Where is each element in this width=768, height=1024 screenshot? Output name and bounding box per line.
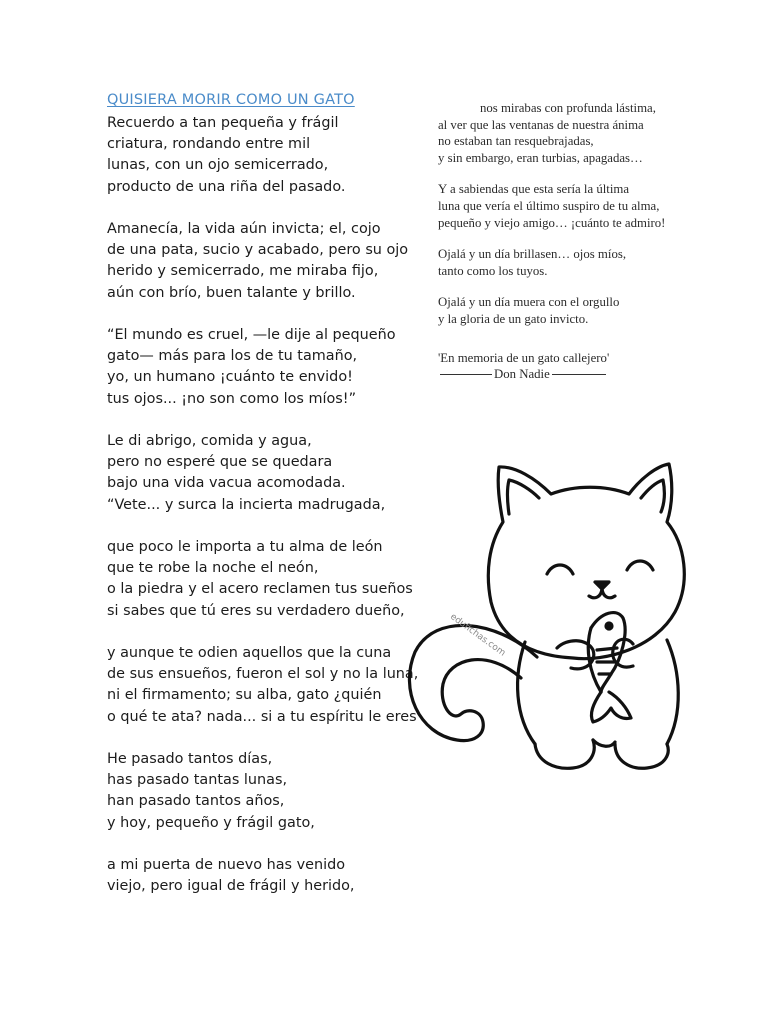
- signature-rule-left: [440, 374, 492, 375]
- poem-stanza: [438, 181, 738, 231]
- poem-line: gato— más para los de tu tamaño,: [107, 348, 358, 365]
- poem-line: Recuerdo a tan pequeña y frágil: [107, 115, 339, 131]
- poem-stanza: [107, 431, 412, 516]
- poem-line: o la piedra y el acero reclamen tus sueños: [107, 581, 413, 598]
- cat-holding-fish-illustration: [405, 452, 695, 774]
- poem-stanza: [107, 537, 412, 622]
- signature: [440, 366, 738, 383]
- poem-line: ni el firmamento; su alba, gato ¿quién: [107, 687, 382, 704]
- poem-line: y sin embargo, eran turbias, apagadas…: [438, 150, 643, 165]
- poem-line: herido y semicerrado, me miraba fijo,: [107, 263, 379, 280]
- signature-author: Don Nadie: [494, 367, 550, 382]
- poem-line: Le di abrigo, comida y agua,: [107, 433, 312, 449]
- dedication-text: 'En memoria de un gato callejero': [438, 350, 610, 365]
- poem-line: Amanecía, la vida aún invicta; el, cojo: [107, 221, 381, 237]
- poem-left-column: [107, 113, 419, 919]
- poem-line: a mi puerta de nuevo has venido: [107, 857, 346, 873]
- watermark: edufichas.com: [448, 612, 508, 659]
- poem-line: si sabes que tú eres su verdadero dueño,: [107, 602, 405, 619]
- poem-stanza: [107, 643, 419, 728]
- poem-line: lunas, con un ojo semicerrado,: [107, 157, 329, 174]
- poem-line: Y a sabiendas que esta sería la última: [438, 182, 630, 197]
- poem-line: y hoy, pequeño y frágil gato,: [107, 814, 315, 831]
- poem-line: Ojalá y un día muera con el orgullo: [438, 295, 620, 310]
- poem-line: de una pata, sucio y acabado, pero su ojo: [107, 242, 409, 259]
- poem-line: tanto como los tuyos.: [438, 263, 548, 278]
- poem-line: producto de una riña del pasado.: [107, 178, 346, 195]
- poem-line: que poco le importa a tu alma de león: [107, 539, 383, 555]
- poem-stanza: [107, 113, 412, 198]
- poem-line: criatura, rondando entre mil: [107, 136, 311, 153]
- poem-line: aún con brío, buen talante y brillo.: [107, 284, 356, 301]
- poem-line: han pasado tantos años,: [107, 793, 285, 810]
- poem-line: de sus ensueños, fueron el sol y no la luna,: [107, 666, 419, 683]
- poem-title: QUISIERA MORIR COMO UN GATO: [107, 92, 355, 108]
- poem-line: nos mirabas con profunda lástima,: [480, 101, 656, 115]
- poem-right-column: [438, 100, 738, 383]
- poem-stanza: [107, 219, 412, 304]
- poem-line: al ver que las ventanas de nuestra ánima: [438, 117, 644, 132]
- signature-rule-right: [552, 374, 606, 375]
- poem-line: “Vete... y surca la incierta madrugada,: [107, 496, 386, 513]
- poem-line: yo, un humano ¡cuánto te envido!: [107, 369, 353, 386]
- poem-line: y aunque te odien aquellos que la cuna: [107, 645, 392, 661]
- poem-line: pequeño y viejo amigo… ¡cuánto te admiro!: [438, 215, 666, 230]
- poem-stanza: [438, 294, 738, 327]
- poem-line: y la gloria de un gato invicto.: [438, 311, 589, 326]
- poem-line: tus ojos... ¡no son como los míos!”: [107, 390, 357, 407]
- poem-line: has pasado tantas lunas,: [107, 772, 288, 789]
- poem-line: “El mundo es cruel, —le dije al pequeño: [107, 327, 396, 343]
- poem-line: Ojalá y un día brillasen… ojos míos,: [438, 247, 627, 262]
- poem-stanza: [107, 749, 412, 834]
- poem-line: pero no esperé que se quedara: [107, 454, 333, 471]
- poem-line: no estaban tan resquebrajadas,: [438, 134, 594, 149]
- poem-line: que te robe la noche el neón,: [107, 560, 319, 577]
- poem-line: He pasado tantos días,: [107, 751, 273, 767]
- poem-stanza: [107, 855, 412, 897]
- poem-line: bajo una vida vacua acomodada.: [107, 475, 346, 492]
- poem-stanza: [107, 325, 412, 410]
- poem-line: o qué te ata? nada... si a tu espíritu le eres: [107, 708, 417, 725]
- poem-stanza: [438, 246, 738, 279]
- dedication-block: [438, 350, 738, 383]
- poem-stanza: [438, 100, 738, 166]
- poem-line: viejo, pero igual de frágil y herido,: [107, 878, 355, 895]
- poem-line: luna que vería el último suspiro de tu alma,: [438, 198, 660, 213]
